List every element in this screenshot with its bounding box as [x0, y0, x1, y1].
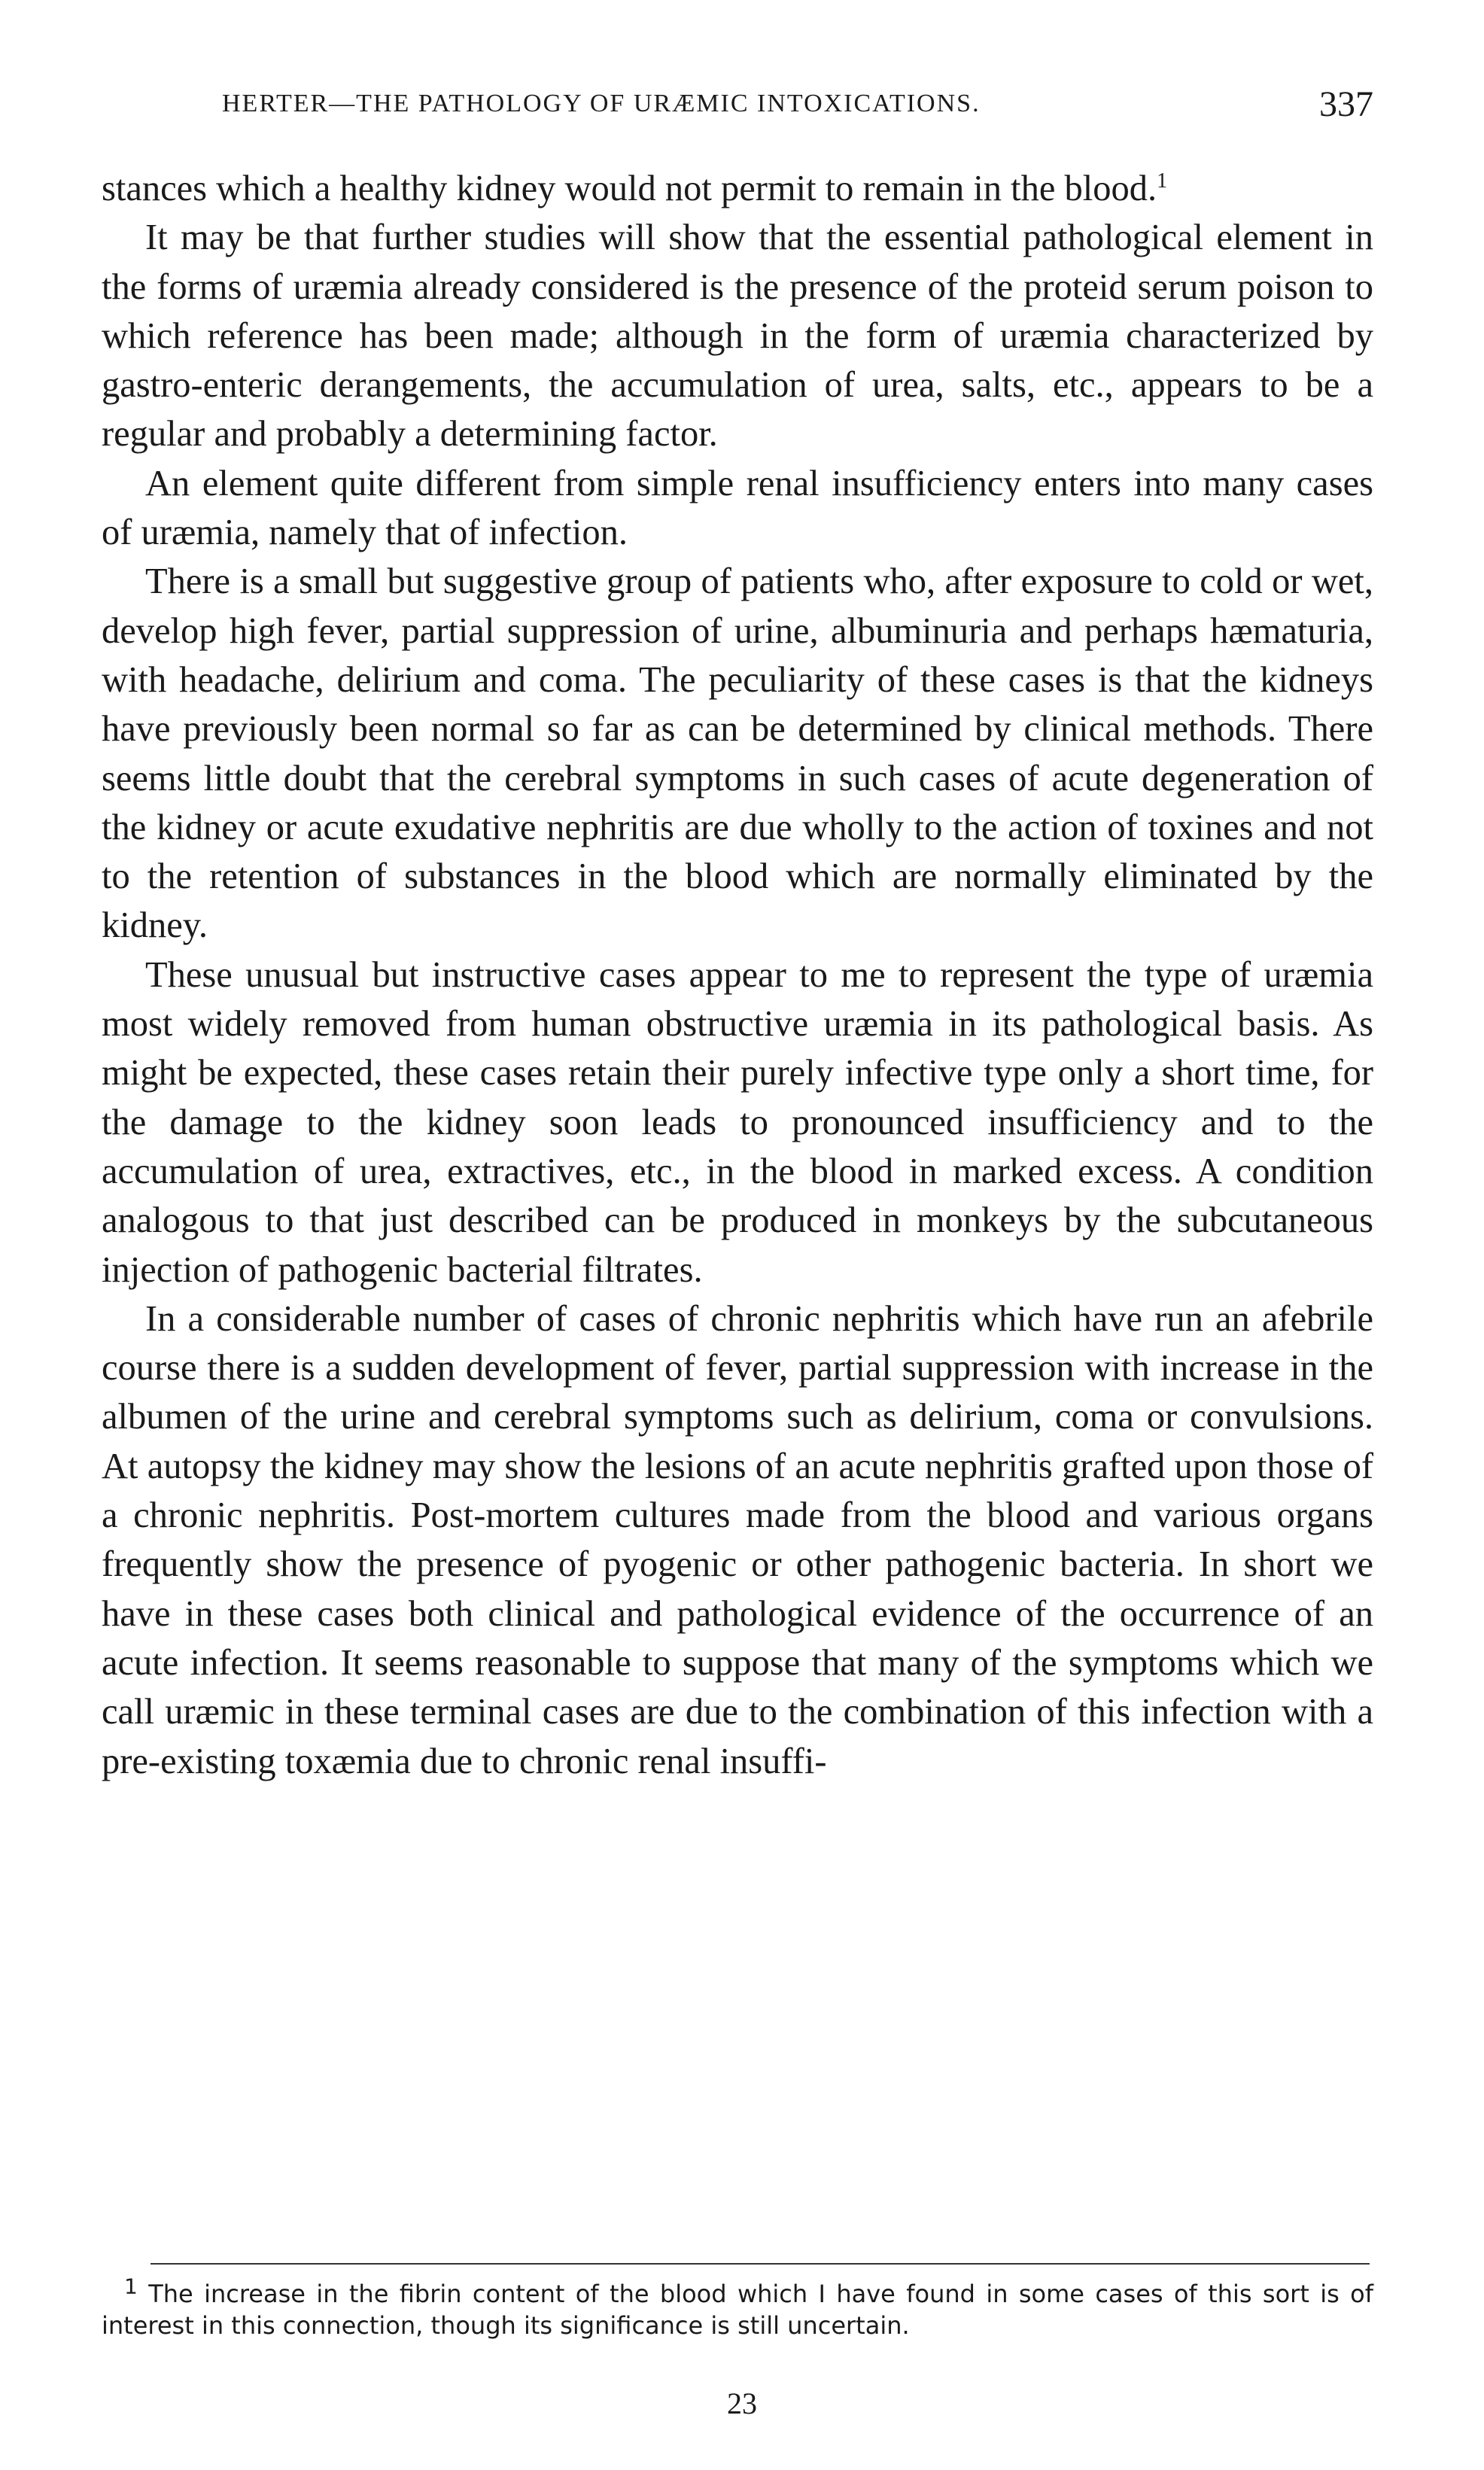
paragraph-continued: [102, 164, 1373, 213]
footnote: [102, 2274, 1374, 2341]
footnote-text: The increase in the fibrin content of the blood which I have found in some cases of this sort is of interest in this connection, though its significance is still uncertain.: [102, 2280, 1374, 2340]
page-number: 337: [1319, 84, 1373, 124]
body-text: [102, 164, 1373, 1786]
paragraph: There is a small but suggestive group of patients who, after exposure to cold or wet, develop high fever, partial suppression of urine, albuminuria and perhaps hæmaturia, with headache, delirium and coma. The peculiarity of these cases is that the kidneys have previously been normal so far as can be determined by clinical methods. There seems little doubt that the cerebral symptoms in such cases of acute degeneration of the kidney or acute exudative nephritis are due wholly to the action of toxines and not to the retention of substances in the blood which are normally eliminated by the kidney.: [102, 561, 1373, 946]
paragraph: These unusual but instructive cases appear to me to represent the type of uræmia most widely removed from human obstructive uræmia in its pathological basis. As might be expected, these cases retain their purely infective type only a short time, for the damage to the kidney soon leads to pronounced insufficiency and to the accumulation of urea, extractives, etc., in the blood in marked excess. A condition analogous to that just described can be produced in monkeys by the subcutaneous injection of pathogenic bacterial filtrates.: [102, 954, 1373, 1290]
paragraph-text: stances which a healthy kidney would not permit to remain in the blood.: [102, 169, 1157, 208]
footnote-marker: 1: [124, 2274, 138, 2299]
footnote-reference: 1: [1157, 169, 1168, 193]
signature-mark: 23: [727, 2386, 757, 2420]
running-head: [102, 84, 1373, 132]
footnote-rule: [151, 2263, 1370, 2265]
paragraph: In a considerable number of cases of chronic nephritis which have run an afebrile course there is a sudden development of fever, partial suppression with increase in the albumen of the urine and cerebral symptoms such as delirium, coma or convulsions. At autopsy the kidney may show the lesions of an acute nephritis grafted upon those of a chronic nephritis. Post-mortem cultures made from the blood and various organs frequently show the presence of pyogenic or other pathogenic bacteria. In short we have in these cases both clinical and pathological evidence of the occurrence of an acute infection. It seems reasonable to suppose that many of the symptoms which we call uræmic in these terminal cases are due to the combination of this infection with a pre-existing toxæmia due to chronic renal insuffi-: [102, 1298, 1373, 1781]
running-title: HERTER—THE PATHOLOGY OF URÆMIC INTOXICATIONS.: [222, 90, 981, 117]
paragraph: It may be that further studies will show that the essential pathological element in the forms of uræmia already considered is the presence of the proteid serum poison to which reference has been made; although in the form of uræmia characterized by gastro-enteric derangements, the accumulation of urea, salts, etc., appears to be a regular and probably a determining factor.: [102, 217, 1373, 455]
paragraph: An element quite different from simple renal insufficiency enters into many cases of uræmia, namely that of infection.: [102, 463, 1373, 553]
